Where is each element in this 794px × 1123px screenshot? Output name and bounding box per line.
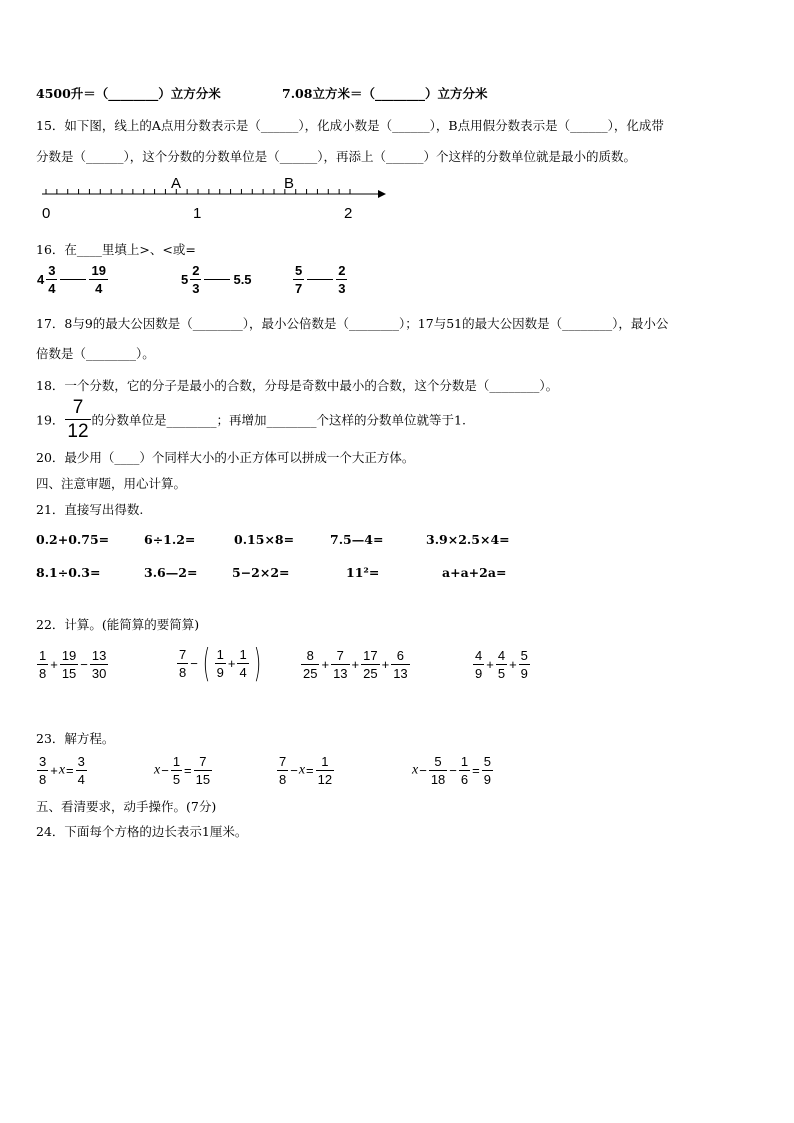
q22-title: 22．计算。(能简算的要简算): [36, 617, 200, 632]
q16-item3: $\frac{5}{7}$ $\frac{2}{3}$: [295, 263, 346, 296]
q21-r2-c3: 5−2×2=: [232, 565, 290, 580]
conversion-right: 7.08立方米＝（________）立方分米: [282, 86, 488, 101]
q21-r2-c2: 3.6—2=: [144, 565, 198, 580]
q21-r1-c5: 3.9×2.5×4=: [426, 532, 510, 547]
q21-r1-c2: 6÷1.2=: [144, 532, 196, 547]
q21-r2-c5: a+a+2a=: [442, 565, 507, 580]
q24-text: 24．下面每个方格的边长表示1厘米。: [36, 824, 248, 839]
q21-r1-c1: 0.2+0.75=: [36, 532, 110, 547]
q15-line1: 15．如下图，线上的A点用分数表示是（______），化成小数是（______），B点用假分数表示是（______），化成带: [36, 118, 664, 133]
section5-title: 五、看清要求，动手操作。(7分): [36, 799, 217, 814]
q16-item2: 5 $\frac{2}{3}$ 5.5: [181, 263, 252, 296]
q15-line2: 分数是（______），这个分数的分数单位是（______），再添上（______）个这样的分数单位就是最小的质数。: [36, 149, 637, 164]
q23-title: 23．解方程。: [36, 731, 115, 746]
q22-expr3: $\frac{8}{25}$ + $\frac{7}{13}$ + $\frac{17}{25}$ + $\frac{6}{13}$: [303, 648, 408, 681]
q21-r2-c4: 11²=: [346, 565, 380, 580]
q22-expr2: $\frac{7}{8}$ − ( $\frac{1}{9}$ + $\frac{1}{4}$ ): [179, 641, 261, 685]
point-b-label: B: [284, 175, 295, 192]
q22-expr4: $\frac{4}{9}$ + $\frac{4}{5}$ + $\frac{5}{9}$: [475, 648, 528, 681]
tick-label-0: 0: [42, 205, 51, 222]
number-line: [36, 172, 386, 222]
number-line-arrow: [378, 190, 386, 198]
q23-eq1: $\frac{3}{8}$ +x= $\frac{3}{4}$: [39, 754, 85, 787]
q21-r1-c3: 0.15×8=: [234, 532, 295, 547]
section4-title: 四、注意审题，用心计算。: [36, 476, 187, 491]
q23-eq2: x− $\frac{1}{5}$ = $\frac{7}{15}$: [154, 754, 211, 787]
q16-title: 16．在____里填上>、<或=: [36, 242, 196, 257]
q21-r1-c4: 7.5—4=: [330, 532, 384, 547]
q21-r2-c1: 8.1÷0.3=: [36, 565, 101, 580]
q19-line: 19． $\frac{7}{12}$ 的分数单位是________；再增加________个这样的分数单位就等于1.: [36, 397, 466, 442]
q23-eq4: x− $\frac{5}{18}$ − $\frac{1}{6}$ = $\frac{5}{9}$: [412, 754, 491, 787]
conversion-left: 4500升＝（________）立方分米: [36, 86, 221, 101]
tick-label-2: 2: [344, 205, 353, 222]
number-line-ticks: [46, 189, 350, 194]
q23-eq3: $\frac{7}{8}$ −x= $\frac{1}{12}$: [279, 754, 333, 787]
q20-text: 20．最少用（____）个同样大小的小正方体可以拼成一个大正方体。: [36, 450, 415, 465]
point-a-label: A: [171, 175, 182, 192]
q17-line1: 17．8与9的最大公因数是（________），最小公倍数是（________）；17与51的最大公因数是（________），最小公: [36, 316, 669, 331]
tick-label-1: 1: [193, 205, 202, 222]
q17-line2: 倍数是（________）。: [36, 346, 155, 361]
q18-text: 18．一个分数，它的分子是最小的合数，分母是奇数中最小的合数，这个分数是（________）。: [36, 378, 559, 393]
q16-item1: 4 $\frac{3}{4}$ $\frac{19}{4}$: [37, 263, 106, 296]
q22-expr1: $\frac{1}{8}$ + $\frac{19}{15}$ − $\frac{13}{30}$: [39, 648, 107, 681]
q21-title: 21．直接写出得数.: [36, 502, 144, 517]
